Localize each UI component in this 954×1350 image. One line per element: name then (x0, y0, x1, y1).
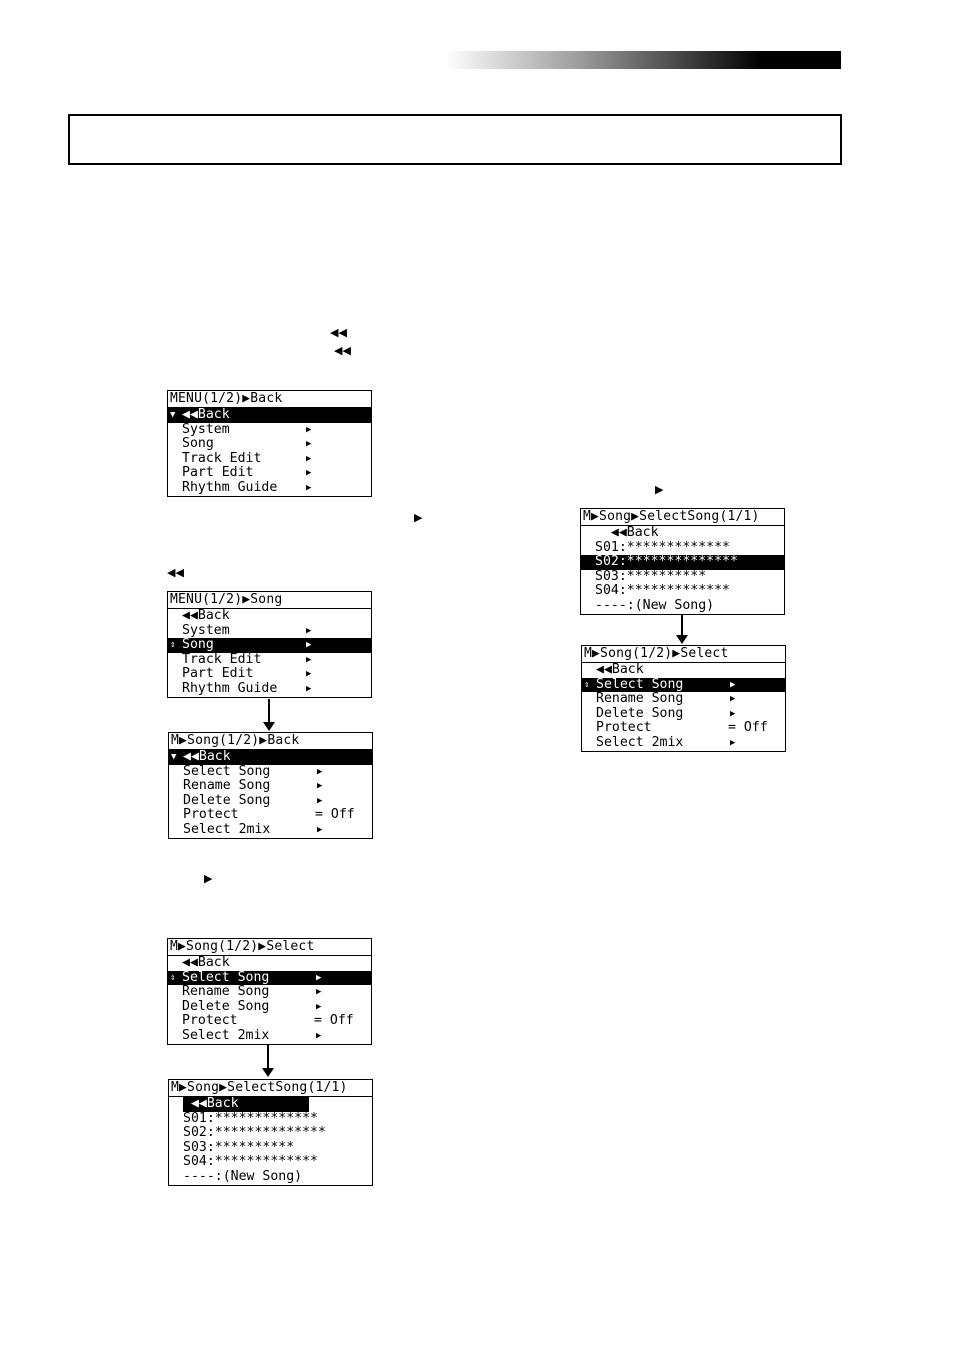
submenu-arrow-icon: ▶ (316, 1030, 322, 1041)
scroll-updown-icon: ⇕ (584, 679, 590, 690)
menu-row-rename-song[interactable] (169, 779, 372, 794)
menu-row-protect[interactable] (169, 808, 372, 823)
song-row-s02[interactable] (169, 1126, 372, 1141)
row-label: Select 2mix (596, 734, 684, 750)
lcd-song-select-right (581, 645, 786, 752)
row-label: S01:************* (595, 539, 730, 555)
song-row-s01[interactable] (581, 541, 784, 556)
scroll-down-icon: ▼ (170, 410, 176, 420)
song-row-s04[interactable] (169, 1155, 372, 1170)
menu-row-part-edit[interactable] (168, 466, 371, 481)
row-label: ◀◀Back (595, 525, 659, 540)
row-label: ◀◀Back (596, 662, 644, 677)
row-label: Rhythm Guide (182, 479, 278, 495)
row-label: Song (182, 436, 214, 452)
row-label: ◀◀Back (183, 749, 231, 764)
submenu-arrow-icon: ▶ (317, 795, 323, 806)
menu-row-rename-song[interactable] (582, 692, 785, 707)
rewind-icon: ◀◀ (330, 326, 347, 339)
lcd-song-select (167, 938, 372, 1045)
submenu-arrow-icon: ▶ (730, 708, 736, 719)
menu-row-back[interactable] (582, 663, 785, 678)
menu-row-track-edit[interactable] (168, 653, 371, 668)
menu-row-back[interactable] (168, 609, 371, 624)
rewind-icon: ◀◀ (167, 566, 184, 579)
protect-value: = Off (315, 807, 355, 823)
header-gradient-bar (445, 51, 841, 69)
section-title-box (68, 114, 842, 165)
menu-row-select-2mix[interactable] (582, 736, 785, 751)
lcd-title: MENU(1/2)▶Song (168, 592, 371, 609)
menu-row-rename-song[interactable] (168, 985, 371, 1000)
play-icon: ▶ (414, 511, 423, 524)
row-label: Delete Song (182, 998, 270, 1014)
lcd-song-back (168, 732, 373, 839)
submenu-arrow-icon: ▶ (306, 468, 312, 479)
menu-row-delete-song[interactable] (582, 707, 785, 722)
submenu-arrow-icon: ▶ (306, 683, 312, 694)
lcd-title: M▶Song▶SelectSong(1/1) (581, 509, 784, 526)
menu-row-select-2mix[interactable] (169, 823, 372, 838)
row-label: Protect (182, 1013, 238, 1029)
submenu-arrow-icon: ▶ (316, 987, 322, 998)
menu-row-track-edit[interactable] (168, 452, 371, 467)
play-icon: ▶ (204, 872, 213, 885)
row-label: S02:************** (183, 1125, 326, 1141)
scroll-down-icon: ▼ (171, 752, 177, 762)
row-label: Track Edit (182, 450, 262, 466)
protect-value: = Off (728, 720, 768, 736)
scroll-updown-icon: ⇕ (170, 972, 176, 983)
row-label: Delete Song (183, 792, 271, 808)
song-row-s03[interactable] (581, 570, 784, 585)
row-label: Select 2mix (183, 821, 271, 837)
lcd-menu-back (167, 390, 372, 497)
lcd-title: M▶Song▶SelectSong(1/1) (169, 1080, 372, 1097)
submenu-arrow-icon: ▶ (316, 1001, 322, 1012)
submenu-arrow-icon: ▶ (730, 679, 736, 690)
flow-arrow (681, 614, 683, 636)
submenu-arrow-icon: ▶ (306, 640, 312, 651)
submenu-arrow-icon: ▶ (306, 424, 312, 435)
submenu-arrow-icon: ▶ (316, 972, 322, 983)
row-label: S03:********** (595, 568, 707, 584)
row-label: System (182, 421, 230, 437)
submenu-arrow-icon: ▶ (317, 781, 323, 792)
submenu-arrow-icon: ▶ (317, 766, 323, 777)
song-row-s03[interactable] (169, 1141, 372, 1156)
menu-row-delete-song[interactable] (168, 1000, 371, 1015)
protect-value: = Off (314, 1013, 354, 1029)
song-row-new[interactable] (581, 599, 784, 614)
song-row-s01[interactable] (169, 1112, 372, 1127)
lcd-select-song-back (168, 1079, 373, 1186)
submenu-arrow-icon: ▶ (306, 654, 312, 665)
menu-row-system[interactable] (168, 423, 371, 438)
row-label: Select Song (182, 969, 270, 985)
submenu-arrow-icon: ▶ (730, 737, 736, 748)
lcd-select-song-s02 (580, 508, 785, 615)
row-label: Protect (596, 720, 652, 736)
row-label: Part Edit (182, 465, 254, 481)
song-row-s04[interactable] (581, 584, 784, 599)
flow-arrow (268, 699, 270, 723)
row-label: Delete Song (596, 705, 684, 721)
song-row-new[interactable] (169, 1170, 372, 1185)
lcd-title: M▶Song(1/2)▶Back (169, 733, 372, 750)
menu-row-delete-song[interactable] (169, 794, 372, 809)
row-label: ----:(New Song) (183, 1168, 303, 1184)
row-label: Track Edit (182, 651, 262, 667)
lcd-title: MENU(1/2)▶Back (168, 391, 371, 408)
row-label: Protect (183, 807, 239, 823)
menu-row-protect[interactable] (582, 721, 785, 736)
rewind-icon: ◀◀ (334, 344, 351, 357)
submenu-arrow-icon: ▶ (306, 625, 312, 636)
row-label: Rename Song (182, 984, 270, 1000)
row-label: System (182, 622, 230, 638)
row-label: S04:************* (183, 1154, 318, 1170)
menu-row-back[interactable] (168, 956, 371, 971)
song-row-s02[interactable] (581, 555, 784, 570)
menu-row-select-song[interactable] (582, 678, 785, 693)
menu-row-rhythm-guide[interactable] (168, 682, 371, 697)
menu-row-song[interactable] (168, 638, 371, 653)
submenu-arrow-icon: ▶ (306, 439, 312, 450)
song-row-back[interactable] (581, 526, 784, 541)
submenu-arrow-icon: ▶ (306, 669, 312, 680)
lcd-title: M▶Song(1/2)▶Select (168, 939, 371, 956)
submenu-arrow-icon: ▶ (317, 824, 323, 835)
scroll-updown-icon: ⇕ (170, 640, 176, 651)
flow-arrow (267, 1045, 269, 1069)
menu-row-system[interactable] (168, 624, 371, 639)
row-label: ----:(New Song) (595, 597, 715, 613)
play-icon: ▶ (655, 483, 664, 496)
row-label: Select Song (596, 676, 684, 692)
row-label: ◀◀Back (182, 407, 230, 422)
menu-row-select-2mix[interactable] (168, 1029, 371, 1044)
row-label: ◀◀Back (182, 955, 230, 970)
menu-row-song[interactable] (168, 437, 371, 452)
row-label: Rename Song (596, 691, 684, 707)
menu-row-select-song[interactable] (168, 971, 371, 986)
submenu-arrow-icon: ▶ (306, 453, 312, 464)
row-label: Select Song (183, 763, 271, 779)
row-label: Rename Song (183, 778, 271, 794)
row-label: S04:************* (595, 583, 730, 599)
row-label: Part Edit (182, 666, 254, 682)
row-label: S03:********** (183, 1139, 295, 1155)
lcd-title: M▶Song(1/2)▶Select (582, 646, 785, 663)
menu-row-select-song[interactable] (169, 765, 372, 780)
row-label: ◀◀Back (183, 1097, 309, 1112)
song-row-back[interactable] (169, 1097, 372, 1112)
menu-row-part-edit[interactable] (168, 667, 371, 682)
submenu-arrow-icon: ▶ (306, 482, 312, 493)
row-label: Select 2mix (182, 1027, 270, 1043)
menu-row-back[interactable] (169, 750, 372, 765)
row-label: Rhythm Guide (182, 680, 278, 696)
row-label: S01:************* (183, 1110, 318, 1126)
menu-row-back[interactable] (168, 408, 371, 423)
submenu-arrow-icon: ▶ (730, 694, 736, 705)
row-label: Song (182, 637, 214, 653)
row-label: ◀◀Back (182, 608, 230, 623)
menu-row-rhythm-guide[interactable] (168, 481, 371, 496)
menu-row-protect[interactable] (168, 1014, 371, 1029)
row-label: S02:************** (595, 554, 738, 570)
lcd-menu-song (167, 591, 372, 698)
